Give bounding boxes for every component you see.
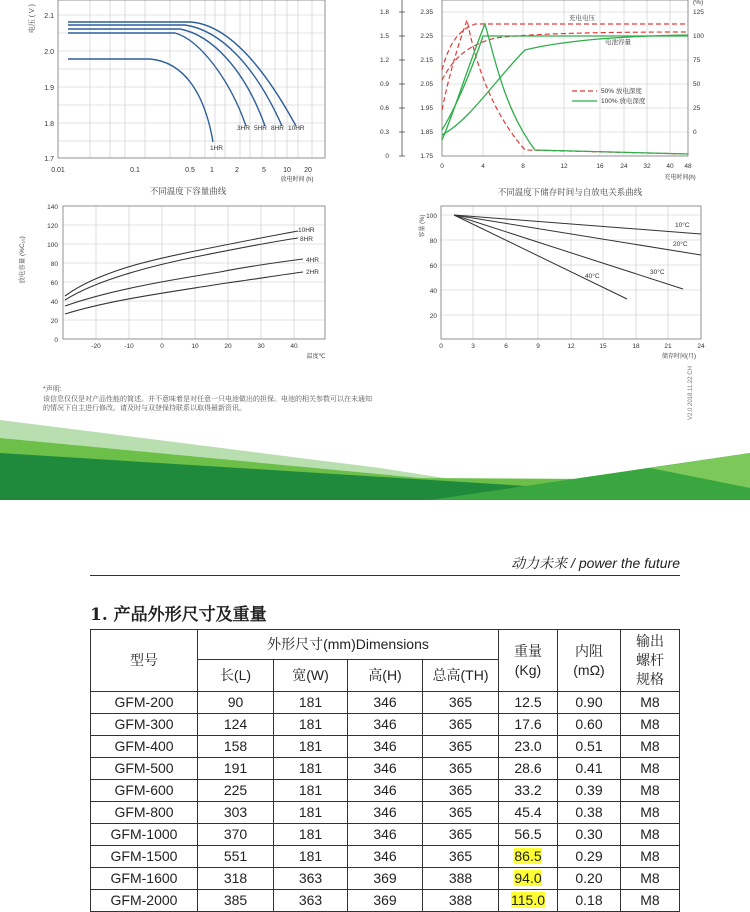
selfdis-chart <box>375 200 750 370</box>
table-cell: 365 <box>423 802 499 824</box>
table-cell: 385 <box>198 890 274 912</box>
cap-ytick: 1.9 <box>44 85 54 92</box>
table-cell: M8 <box>621 890 680 912</box>
table-row <box>91 736 680 758</box>
stor-xt: 32 <box>643 163 651 170</box>
temp-xtick: 20 <box>224 343 232 350</box>
section-title: 1. 产品外形尺寸及重量 <box>90 605 267 625</box>
cap-curve-3hr <box>68 33 246 126</box>
table-cell: 225 <box>198 780 274 802</box>
selfdis-ytick: 100 <box>426 213 437 220</box>
table-cell: 0.60 <box>558 714 621 736</box>
table-cell: 346 <box>348 780 423 802</box>
cap-xtick: 0.01 <box>51 167 65 174</box>
temp-curve-8hr <box>65 238 298 300</box>
temp-xtick: 40 <box>290 343 298 350</box>
table-cell: 365 <box>423 780 499 802</box>
table-row <box>91 824 680 846</box>
weight-cell-highlight: 115.0 <box>499 890 558 912</box>
table-cell: 365 <box>423 824 499 846</box>
tagline: 动力未来 / power the future <box>511 555 680 571</box>
stor-lt: 1.2 <box>379 57 389 64</box>
temp-ytick: 20 <box>50 318 58 325</box>
table-cell: M8 <box>621 758 680 780</box>
cap-xtick: 10 <box>283 167 291 174</box>
cap-curve-label: 3HR <box>237 125 251 132</box>
table-cell: M8 <box>621 692 680 714</box>
stor-xt: 48 <box>684 163 692 170</box>
temp-ytick: 140 <box>47 204 58 211</box>
table-cell: M8 <box>621 714 680 736</box>
table-cell: 181 <box>274 846 348 868</box>
th-terminal: 输出螺杆规格 <box>621 630 680 692</box>
table-cell: 318 <box>198 868 274 890</box>
table-cell: 0.29 <box>558 846 621 868</box>
table-cell: 346 <box>348 758 423 780</box>
table-cell: GFM-600 <box>91 780 198 802</box>
temp-xtick: -10 <box>124 343 134 350</box>
cap-xtick: 1 <box>210 167 214 174</box>
stor-lt: 0.9 <box>379 81 389 88</box>
stor-mt: 2.35 <box>420 9 433 16</box>
selfdis-xtick: 3 <box>471 343 475 350</box>
th-length: 长(L) <box>198 660 274 692</box>
cap-ytick: 1.7 <box>44 156 54 163</box>
cap-ytick: 2.1 <box>44 13 54 20</box>
temp-curve-label: 4HR <box>306 257 320 264</box>
temp-curve-label: 2HR <box>306 269 320 276</box>
table-cell: 365 <box>423 736 499 758</box>
capacity-chart <box>0 0 375 200</box>
table-cell: 181 <box>274 692 348 714</box>
temp-ytick: 40 <box>50 299 58 306</box>
selfdis-xtick: 15 <box>599 343 607 350</box>
table-cell: M8 <box>621 802 680 824</box>
table-cell: GFM-500 <box>91 758 198 780</box>
selfdis-xtick: 18 <box>632 343 640 350</box>
table-cell: 369 <box>348 890 423 912</box>
table-cell: GFM-800 <box>91 802 198 824</box>
th-resistance: 内阻 (mΩ) <box>558 630 621 692</box>
table-row <box>91 758 680 780</box>
table-cell: 365 <box>423 758 499 780</box>
table-cell: 303 <box>198 802 274 824</box>
cap-caption: 不同温度下容量曲线 <box>149 186 227 196</box>
table-cell: 346 <box>348 736 423 758</box>
cap-xunit: 放电时间 (h) <box>280 177 314 183</box>
capacity-ylabel: 电压 ( V ) <box>29 4 36 34</box>
table-cell: 12.5 <box>499 692 558 714</box>
cap-curve-label: 10HR <box>288 125 305 132</box>
table-row <box>91 868 680 890</box>
stor-xt: 16 <box>596 163 604 170</box>
temp-xtick: 10 <box>191 343 199 350</box>
table-cell: M8 <box>621 824 680 846</box>
stor-mt: 2.15 <box>420 57 433 64</box>
selfdis-label: 40°C <box>585 273 600 280</box>
stor-caption: 不同温度下储存时间与自放电关系曲线 <box>497 187 643 197</box>
table-cell: 346 <box>348 692 423 714</box>
stor-series-label: 电池容量 <box>605 39 631 46</box>
weight-cell-highlight: 94.0 <box>499 868 558 890</box>
table-cell: 0.38 <box>558 802 621 824</box>
table-row <box>91 846 680 868</box>
stor-rt: 0 <box>693 129 697 136</box>
table-cell: 0.39 <box>558 780 621 802</box>
table-cell: GFM-200 <box>91 692 198 714</box>
green-band <box>0 408 750 500</box>
table-cell: 365 <box>423 714 499 736</box>
version-label: V2.0 2018.11.22 CH <box>688 366 694 420</box>
stor-runit: (%) <box>693 0 704 6</box>
table-cell: 363 <box>274 890 348 912</box>
cap-ytick: 2.0 <box>44 49 54 56</box>
stor-xt: 8 <box>521 163 525 170</box>
temp-curve-label: 8HR <box>300 236 314 243</box>
table-cell: 365 <box>423 846 499 868</box>
stor-xt: 4 <box>481 163 485 170</box>
stor-green-cap-b <box>442 35 688 135</box>
selfdis-xtick: 12 <box>567 343 575 350</box>
table-cell: M8 <box>621 780 680 802</box>
table-cell: 388 <box>423 890 499 912</box>
table-cell: 0.18 <box>558 890 621 912</box>
table-cell: 365 <box>423 692 499 714</box>
selfdis-line-10c <box>454 215 701 234</box>
selfdis-line-40c <box>454 215 627 299</box>
stor-legend: 100% 放电深度 <box>601 98 646 105</box>
cap-curve-label: 8HR <box>271 125 285 132</box>
cap-xtick: 0.5 <box>185 167 195 174</box>
temp-xtick: 30 <box>257 343 265 350</box>
temp-ytick: 80 <box>50 261 58 268</box>
table-cell: M8 <box>621 868 680 890</box>
stor-rt: 125 <box>693 9 704 16</box>
selfdis-label: 10°C <box>675 222 690 229</box>
temp-ylabel: 放电容量 (%C₁₀) <box>19 236 26 284</box>
temp-xunit: 温度℃ <box>306 354 326 360</box>
table-cell: 45.4 <box>499 802 558 824</box>
table-cell: 33.2 <box>499 780 558 802</box>
cap-curve-label: 5HR <box>254 125 268 132</box>
table-cell: 0.20 <box>558 868 621 890</box>
table-cell: 90 <box>198 692 274 714</box>
stor-rt: 25 <box>693 105 701 112</box>
stor-rt: 100 <box>693 33 704 40</box>
table-cell: 23.0 <box>499 736 558 758</box>
temp-chart <box>0 200 375 370</box>
table-cell: GFM-1600 <box>91 868 198 890</box>
table-cell: 124 <box>198 714 274 736</box>
stor-lt: 0.6 <box>379 105 389 112</box>
storage-chart <box>375 0 750 200</box>
table-cell: 181 <box>274 714 348 736</box>
table-cell: 370 <box>198 824 274 846</box>
cap-curve-label: 1HR <box>210 145 224 152</box>
table-row <box>91 692 680 714</box>
tagline-rule <box>90 575 680 576</box>
selfdis-xtick: 6 <box>504 343 508 350</box>
table-row <box>91 714 680 736</box>
table-cell: 56.5 <box>499 824 558 846</box>
table-cell: GFM-1500 <box>91 846 198 868</box>
th-weight: 重量 (Kg) <box>499 630 558 692</box>
table-cell: GFM-400 <box>91 736 198 758</box>
selfdis-label: 30°C <box>650 269 665 276</box>
table-cell: GFM-300 <box>91 714 198 736</box>
stor-lt: 1.8 <box>379 9 389 16</box>
stor-xt: 0 <box>440 163 444 170</box>
cap-xtick: 20 <box>304 167 312 174</box>
table-cell: 0.30 <box>558 824 621 846</box>
cap-ytick: 1.8 <box>44 121 54 128</box>
stor-lt: 0.3 <box>379 129 389 136</box>
selfdis-label: 20°C <box>673 241 688 248</box>
table-cell: 181 <box>274 758 348 780</box>
th-model: 型号 <box>91 630 198 692</box>
stor-series-label: 充电电压 <box>569 15 595 22</box>
table-cell: 181 <box>274 780 348 802</box>
th-total-height: 总高(TH) <box>423 660 499 692</box>
selfdis-xunit: 储存时间(月) <box>662 354 696 360</box>
th-height: 高(H) <box>348 660 423 692</box>
temp-xtick: 0 <box>160 343 164 350</box>
temp-ytick: 60 <box>50 280 58 287</box>
selfdis-ytick: 60 <box>429 263 437 270</box>
table-cell: 158 <box>198 736 274 758</box>
table-row <box>91 780 680 802</box>
temp-curve-10hr <box>65 231 298 296</box>
disclaimer-title: *声明: <box>43 386 62 393</box>
table-cell: 0.90 <box>558 692 621 714</box>
stor-mt: 1.95 <box>420 105 433 112</box>
table-cell: 346 <box>348 846 423 868</box>
stor-xt: 40 <box>666 163 674 170</box>
stor-lt: 0 <box>385 153 389 160</box>
stor-mt: 1.75 <box>420 153 433 160</box>
table-cell: GFM-2000 <box>91 890 198 912</box>
stor-xt: 12 <box>560 163 568 170</box>
stor-xt: 24 <box>620 163 628 170</box>
table-cell: GFM-1000 <box>91 824 198 846</box>
stor-rt: 75 <box>693 57 701 64</box>
table-cell: 181 <box>274 802 348 824</box>
cap-xtick: 2 <box>235 167 239 174</box>
selfdis-line-20c <box>454 215 701 255</box>
temp-curve-label: 10HR <box>298 227 315 234</box>
table-cell: 191 <box>198 758 274 780</box>
stor-xunit: 充电时间(h) <box>664 175 696 181</box>
table-cell: 346 <box>348 824 423 846</box>
table-cell: 17.6 <box>499 714 558 736</box>
th-width: 宽(W) <box>274 660 348 692</box>
weight-cell-highlight: 86.5 <box>499 846 558 868</box>
table-cell: 551 <box>198 846 274 868</box>
table-cell: 181 <box>274 736 348 758</box>
table-cell: 346 <box>348 802 423 824</box>
cap-xtick: 0.1 <box>130 167 140 174</box>
temp-ytick: 120 <box>47 223 58 230</box>
selfdis-xtick: 9 <box>536 343 540 350</box>
selfdis-xtick: 24 <box>697 343 705 350</box>
selfdis-ytick: 20 <box>429 313 437 320</box>
temp-ytick: 0 <box>54 337 58 344</box>
stor-mt: 2.05 <box>420 81 433 88</box>
stor-legend: 50% 放电深度 <box>601 88 642 95</box>
table-row <box>91 802 680 824</box>
cap-xtick: 5 <box>262 167 266 174</box>
disclaimer-line: 的情况下自主进行修改。请及时与双登保持联系以取得最新资讯。 <box>43 405 246 412</box>
th-dims: 外形尺寸(mm)Dimensions <box>198 630 499 660</box>
table-cell: 346 <box>348 714 423 736</box>
stor-mt: 2.25 <box>420 33 433 40</box>
table-cell: 369 <box>348 868 423 890</box>
table-cell: 0.41 <box>558 758 621 780</box>
temp-xtick: -20 <box>91 343 101 350</box>
table-cell: 181 <box>274 824 348 846</box>
selfdis-line-30c <box>454 215 683 289</box>
table-row <box>91 890 680 912</box>
stor-rt: 50 <box>693 81 701 88</box>
table-cell: M8 <box>621 736 680 758</box>
table-cell: 388 <box>423 868 499 890</box>
selfdis-ylabel: 容量 (%) <box>420 214 426 238</box>
table-cell: 363 <box>274 868 348 890</box>
table-cell: 28.6 <box>499 758 558 780</box>
temp-ytick: 100 <box>47 242 58 249</box>
disclaimer-line: 该信息仅仅是对产品性能的简述。并不意味着是对任意一只电池做出的担保。电池的相关参数可以在未通知 <box>43 395 372 403</box>
table-cell: M8 <box>621 846 680 868</box>
selfdis-ytick: 80 <box>429 238 437 245</box>
selfdis-xtick: 21 <box>664 343 672 350</box>
stor-green-cap-a <box>442 36 688 130</box>
stor-lt: 1.5 <box>379 33 389 40</box>
spec-table <box>90 629 680 912</box>
selfdis-xtick: 0 <box>439 343 443 350</box>
table-cell: 0.51 <box>558 736 621 758</box>
stor-mt: 1.85 <box>420 129 433 136</box>
selfdis-ytick: 40 <box>429 288 437 295</box>
